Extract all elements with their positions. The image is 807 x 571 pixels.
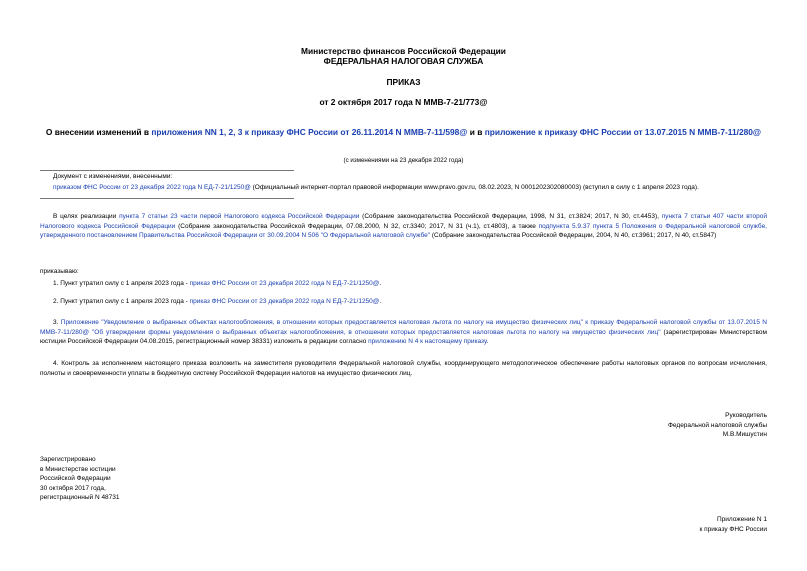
amending-doc-label: Документ с изменениями, внесенными: [53, 173, 173, 180]
item-2-link[interactable]: приказ ФНС России от 23 декабря 2022 года N ЕД-7-21/1250@ [189, 298, 380, 305]
ministry-name: Министерство финансов Российской Федерации [301, 46, 506, 56]
item-3 [40, 318, 767, 347]
preamble-text-1: В целях реализации [53, 213, 120, 220]
appendix-number: Приложение N 1 [716, 516, 767, 523]
signature-title: Руководитель [725, 412, 767, 419]
registration-block [40, 455, 120, 503]
registration-line-4: 30 октября 2017 года, [40, 484, 106, 492]
amending-doc-link[interactable]: приказом ФНС России от 23 декабря 2022 года N ЕД-7-21/1250@ [53, 184, 251, 191]
signature-org: Федеральной налоговой службы [667, 421, 767, 429]
item-2 [53, 297, 767, 307]
item-1 [53, 279, 767, 289]
appendix-block [700, 515, 767, 534]
registration-line-3: Российской Федерации [40, 475, 111, 483]
preamble-link-nk-art407[interactable]: пункта 7 статьи 407 части второй Налогового кодекса Российской Федерации [40, 213, 767, 230]
item-3-text-3: . [486, 338, 489, 346]
amendments-note: (с изменениями на 23 декабря 2022 года) [343, 157, 464, 164]
document-type: ПРИКАЗ [386, 77, 421, 87]
preamble-link-fns-regulation[interactable]: подпункта 5.9.37 пункта 5 Положения о Федеральной налоговой службе, утвержденного постановлением Правительства Российской Федерации от 30.09.2004 N 506 "О Федеральной налоговой службе" [40, 222, 767, 240]
preamble-link-nk-art23[interactable]: пункта 7 статьи 23 части первой Налогового кодекса Российской Федерации [119, 213, 360, 220]
signature-name: М.В.Мишустин [722, 431, 767, 439]
appendix-reference: к приказу ФНС России [699, 525, 767, 533]
registration-line-5: регистрационный N 48731 [40, 494, 120, 502]
title-text-1: О внесении изменений в [45, 127, 152, 137]
item-1-link[interactable]: приказ ФНС России от 23 декабря 2022 года N ЕД-7-21/1250@ [189, 280, 380, 287]
preamble-text-4: (Собрание законодательства Российской Федерации, 2004, N 40, ст.3961; 2017, N 40, ст.5847) [430, 232, 717, 240]
title-link-1[interactable]: приложения NN 1, 2, 3 к приказу ФНС России от 26.11.2014 N ММВ-7-11/598@ [151, 127, 468, 137]
item-2-end: . [379, 298, 382, 305]
document-date-number: от 2 октября 2017 года N ММВ-7-21/773@ [319, 97, 488, 107]
signature-block [668, 411, 767, 440]
amending-doc-line [53, 183, 768, 193]
divider-top [40, 170, 294, 171]
item-3-text-2: (зарегистрирован Министерством юстиции Российской Федерации 04.08.2015, регистрационный номер 38331) изложить в редакции согласно [40, 328, 767, 346]
item-4: 4. Контроль за исполнением настоящего приказа возложить на заместителя руководителя Федеральной налоговой службы, координирующего методологическое обеспечение работы налоговых органов по вопросам исчисления, полноты и своевременности уплаты в бюджетную систему Российской Федерации налогов на имущество физических лиц. [40, 360, 767, 377]
document-title [40, 127, 767, 137]
title-text-2: и в [467, 127, 485, 137]
item-1-end: . [379, 280, 382, 287]
preamble-text-3: (Собрание законодательства Российской Федерации, 07.08.2000, N 32, ст.3340; 2017, N 31 (ч.1), ст.4803), а также [175, 222, 539, 230]
item-3-link-appendix-4[interactable]: приложению N 4 к настоящему приказу [368, 338, 487, 346]
title-link-2[interactable]: приложение к приказу ФНС России от 13.07.2015 N ММВ-7-11/280@ [484, 127, 762, 137]
service-name: ФЕДЕРАЛЬНАЯ НАЛОГОВАЯ СЛУЖБА [323, 56, 484, 66]
order-word: приказываю: [40, 268, 79, 275]
registration-line-1: Зарегистрировано [40, 456, 96, 463]
amending-doc-rest: (Официальный интернет-портал правовой информации www.pravo.gov.ru, 08.02.2023, N 0001202302080003) (вступил в силу с 1 апреля 2023 года). [250, 184, 699, 191]
divider-bottom [40, 198, 294, 199]
registration-line-2: в Министерстве юстиции [40, 465, 116, 473]
item-1-text: 1. Пункт утратил силу с 1 апреля 2023 года - [53, 280, 190, 287]
item-2-text: 2. Пункт утратил силу с 1 апреля 2023 года - [53, 298, 190, 305]
item-3-link-appendix[interactable]: Приложение "Уведомление о выбранных объектах налогообложения, в отношении которых предоставляется налоговая льгота по налогу на имущество физических лиц" к приказу Федеральной налоговой службы от 13.07.2015 N ММВ-7-11/280@ "Об утверждении формы уведомления о выбранных объектах налогообложения, в отношении которых предоставляется налоговая льгота по налогу на имущество физических лиц" [40, 319, 767, 336]
preamble-text-2: (Собрание законодательства Российской Федерации, 1998, N 31, ст.3824; 2017, N 30, ст.4453), [359, 213, 662, 220]
item-3-text-1: 3. [53, 319, 61, 326]
preamble-paragraph [40, 212, 767, 241]
